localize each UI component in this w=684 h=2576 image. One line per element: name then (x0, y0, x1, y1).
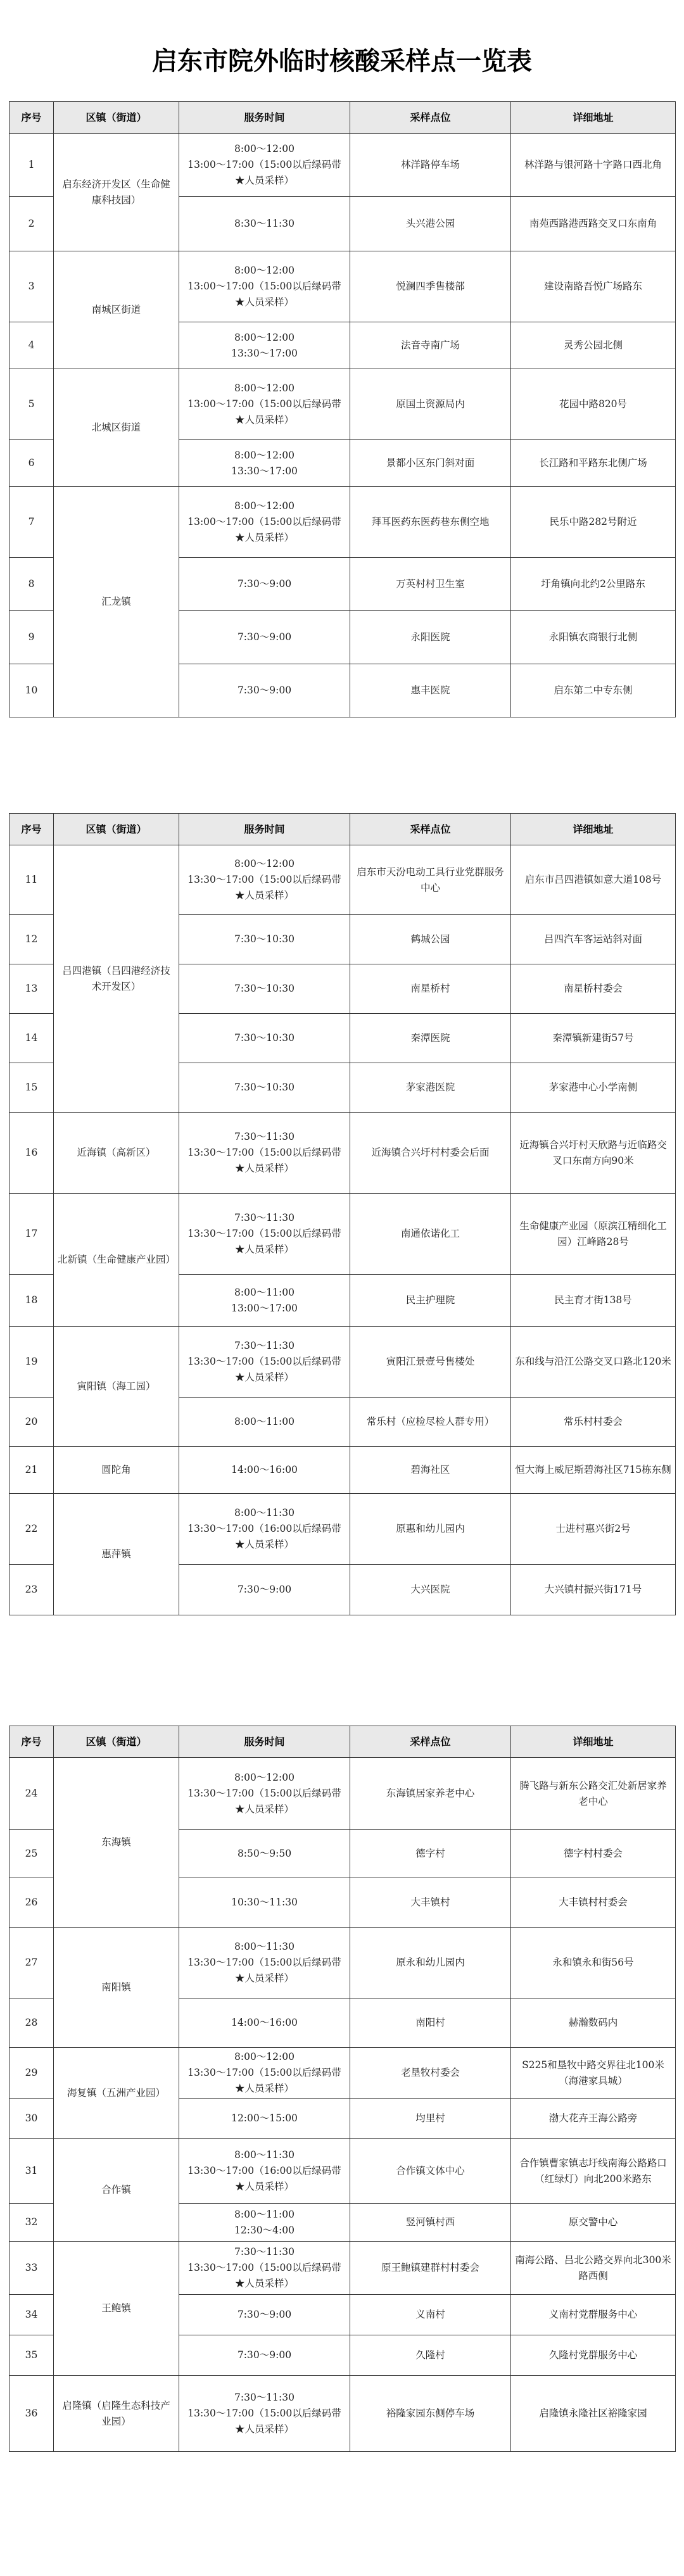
sampling-site-cell: 林洋路停车场 (350, 134, 511, 197)
address-cell: 灵秀公园北侧 (511, 322, 676, 369)
serial-number-cell: 27 (10, 1928, 54, 1998)
district-cell: 王鲍镇 (54, 2242, 179, 2376)
address-cell: 合作镇曹家镇志圩线南海公路路口（红绿灯）向北200米路东 (511, 2139, 676, 2204)
district-cell: 圆陀角 (54, 1447, 179, 1494)
serial-number-cell: 14 (10, 1014, 54, 1063)
serial-number-cell: 11 (10, 845, 54, 915)
serial-number-cell: 32 (10, 2204, 54, 2242)
sampling-site-cell: 原国土资源局内 (350, 369, 511, 440)
serial-number-cell: 34 (10, 2295, 54, 2335)
address-cell: 吕四汽车客运站斜对面 (511, 915, 676, 964)
service-time-cell: 8:00～12:00 13:30～17:00（15:00以后绿码带★人员采样） (179, 845, 350, 915)
address-cell: 秦潭镇新建街57号 (511, 1014, 676, 1063)
table-row (10, 487, 676, 558)
serial-number-cell: 12 (10, 915, 54, 964)
address-cell: 近海镇合兴圩村天欣路与近临路交叉口东南方向90米 (511, 1113, 676, 1194)
sampling-site-cell: 启东市天汾电动工具行业党群服务中心 (350, 845, 511, 915)
address-cell: 士进村惠兴街2号 (511, 1494, 676, 1565)
sampling-site-cell: 久隆村 (350, 2335, 511, 2376)
header-district: 区镇（街道） (54, 1726, 179, 1758)
sampling-site-cell: 万英村村卫生室 (350, 558, 511, 611)
service-time-cell: 7:30～9:00 (179, 2295, 350, 2335)
serial-number-cell: 35 (10, 2335, 54, 2376)
address-cell: 启东市吕四港镇如意大道108号 (511, 845, 676, 915)
service-time-cell: 8:00～12:00 13:30～17:00（15:00以后绿码带★人员采样） (179, 1758, 350, 1830)
service-time-cell: 7:30～11:30 13:30～17:00（15:00以后绿码带★人员采样） (179, 1113, 350, 1194)
district-cell: 北新镇（生命健康产业园） (54, 1194, 179, 1327)
service-time-cell: 7:30～11:30 13:30～17:00（15:00以后绿码带★人员采样） (179, 2242, 350, 2295)
service-time-cell: 14:00～16:00 (179, 1998, 350, 2048)
district-cell: 东海镇 (54, 1758, 179, 1928)
table-row (10, 369, 676, 440)
table-row (10, 1928, 676, 1998)
sampling-site-cell: 大丰镇村 (350, 1878, 511, 1928)
district-cell: 惠萍镇 (54, 1494, 179, 1615)
table-row (10, 1327, 676, 1398)
district-cell: 北城区街道 (54, 369, 179, 487)
sampling-site-cell: 拜耳医药东医药巷东侧空地 (350, 487, 511, 558)
service-time-cell: 8:30～11:30 (179, 197, 350, 251)
address-cell: 长江路和平路东北侧广场 (511, 440, 676, 487)
service-time-cell: 10:30～11:30 (179, 1878, 350, 1928)
district-cell: 海复镇（五洲产业园） (54, 2048, 179, 2139)
table-row (10, 1447, 676, 1494)
serial-number-cell: 21 (10, 1447, 54, 1494)
serial-number-cell: 24 (10, 1758, 54, 1830)
service-time-cell: 8:00～12:00 13:00～17:00（15:00以后绿码带★人员采样） (179, 251, 350, 322)
serial-number-cell: 15 (10, 1063, 54, 1113)
header-serial-number: 序号 (10, 814, 54, 845)
serial-number-cell: 13 (10, 964, 54, 1014)
header-sampling-site: 采样点位 (350, 102, 511, 134)
header-sampling-site: 采样点位 (350, 814, 511, 845)
serial-number-cell: 18 (10, 1275, 54, 1327)
address-cell: 圩角镇向北约2公里路东 (511, 558, 676, 611)
sampling-site-cell: 景都小区东门斜对面 (350, 440, 511, 487)
table-row (10, 845, 676, 915)
district-cell: 近海镇（高新区） (54, 1113, 179, 1194)
sampling-site-cell: 永阳医院 (350, 611, 511, 664)
address-cell: 大丰镇村村委会 (511, 1878, 676, 1928)
address-cell: 常乐村村委会 (511, 1398, 676, 1447)
serial-number-cell: 1 (10, 134, 54, 197)
address-cell: 南星桥村委会 (511, 964, 676, 1014)
service-time-cell: 8:00～12:00 13:30～17:00 (179, 440, 350, 487)
header-address: 详细地址 (511, 814, 676, 845)
service-time-cell: 7:30～11:30 13:30～17:00（15:00以后绿码带★人员采样） (179, 2376, 350, 2452)
service-time-cell: 7:30～9:00 (179, 558, 350, 611)
serial-number-cell: 20 (10, 1398, 54, 1447)
sampling-site-cell: 秦潭医院 (350, 1014, 511, 1063)
district-cell: 启隆镇（启隆生态科技产业园） (54, 2376, 179, 2452)
district-cell: 汇龙镇 (54, 487, 179, 717)
sampling-site-cell: 竖河镇村西 (350, 2204, 511, 2242)
header-district: 区镇（街道） (54, 102, 179, 134)
sampling-site-cell: 碧海社区 (350, 1447, 511, 1494)
address-cell: 南苑西路港西路交叉口东南角 (511, 197, 676, 251)
service-time-cell: 8:00～11:00 (179, 1398, 350, 1447)
header-serial-number: 序号 (10, 102, 54, 134)
header-service-time: 服务时间 (179, 102, 350, 134)
service-time-cell: 7:30～10:30 (179, 915, 350, 964)
sampling-site-cell: 合作镇文体中心 (350, 2139, 511, 2204)
district-cell: 合作镇 (54, 2139, 179, 2242)
sampling-site-cell: 大兴医院 (350, 1565, 511, 1615)
sampling-site-cell: 法音寺南广场 (350, 322, 511, 369)
address-cell: 启东第二中专东侧 (511, 664, 676, 717)
sampling-site-cell: 常乐村（应检尽检人群专用） (350, 1398, 511, 1447)
address-cell: 腾飞路与新东公路交汇处新居家养老中心 (511, 1758, 676, 1830)
sampling-site-cell: 原永和幼儿园内 (350, 1928, 511, 1998)
table-header-row (10, 102, 676, 134)
serial-number-cell: 6 (10, 440, 54, 487)
table-row (10, 1494, 676, 1565)
address-cell: 茅家港中心小学南侧 (511, 1063, 676, 1113)
serial-number-cell: 29 (10, 2048, 54, 2099)
header-service-time: 服务时间 (179, 1726, 350, 1758)
serial-number-cell: 16 (10, 1113, 54, 1194)
sampling-table-part-2 (9, 813, 676, 1615)
address-cell: 生命健康产业园（原滨江精细化工园）江峰路28号 (511, 1194, 676, 1275)
serial-number-cell: 4 (10, 322, 54, 369)
sampling-site-cell: 德字村 (350, 1830, 511, 1878)
address-cell: 义南村党群服务中心 (511, 2295, 676, 2335)
district-cell: 南阳镇 (54, 1928, 179, 2048)
service-time-cell: 7:30～10:30 (179, 1063, 350, 1113)
serial-number-cell: 2 (10, 197, 54, 251)
service-time-cell: 8:00～11:30 13:30～17:00（15:00以后绿码带★人员采样） (179, 1928, 350, 1998)
sampling-site-cell: 义南村 (350, 2295, 511, 2335)
address-cell: 南海公路、吕北公路交界向北300米路西侧 (511, 2242, 676, 2295)
serial-number-cell: 30 (10, 2099, 54, 2139)
service-time-cell: 8:50～9:50 (179, 1830, 350, 1878)
serial-number-cell: 17 (10, 1194, 54, 1275)
address-cell: 德字村村委会 (511, 1830, 676, 1878)
district-cell: 启东经济开发区（生命健康科技园） (54, 134, 179, 251)
header-serial-number: 序号 (10, 1726, 54, 1758)
serial-number-cell: 33 (10, 2242, 54, 2295)
service-time-cell: 7:30～11:30 13:30～17:00（15:00以后绿码带★人员采样） (179, 1327, 350, 1398)
service-time-cell: 7:30～9:00 (179, 664, 350, 717)
table-row (10, 2048, 676, 2099)
service-time-cell: 7:30～11:30 13:30～17:00（15:00以后绿码带★人员采样） (179, 1194, 350, 1275)
sampling-site-cell: 原惠和幼儿园内 (350, 1494, 511, 1565)
table-header-row (10, 814, 676, 845)
table-header-row (10, 1726, 676, 1758)
address-cell: 大兴镇村振兴街171号 (511, 1565, 676, 1615)
serial-number-cell: 5 (10, 369, 54, 440)
serial-number-cell: 31 (10, 2139, 54, 2204)
address-cell: 赫瀚数码内 (511, 1998, 676, 2048)
service-time-cell: 7:30～10:30 (179, 1014, 350, 1063)
address-cell: 永阳镇农商银行北侧 (511, 611, 676, 664)
sampling-table-part-3 (9, 1726, 676, 2452)
sampling-site-cell: 裕隆家园东侧停车场 (350, 2376, 511, 2452)
sampling-site-cell: 均里村 (350, 2099, 511, 2139)
header-district: 区镇（街道） (54, 814, 179, 845)
serial-number-cell: 28 (10, 1998, 54, 2048)
address-cell: 东和线与沿江公路交叉口路北120米 (511, 1327, 676, 1398)
address-cell: 恒大海上威尼斯碧海社区715栋东侧 (511, 1447, 676, 1494)
serial-number-cell: 9 (10, 611, 54, 664)
table-row (10, 134, 676, 197)
service-time-cell: 8:00～12:00 13:00～17:00（15:00以后绿码带★人员采样） (179, 369, 350, 440)
serial-number-cell: 3 (10, 251, 54, 322)
service-time-cell: 8:00～11:00 13:00～17:00 (179, 1275, 350, 1327)
service-time-cell: 12:00～15:00 (179, 2099, 350, 2139)
header-address: 详细地址 (511, 102, 676, 134)
sampling-site-cell: 悦澜四季售楼部 (350, 251, 511, 322)
sampling-site-cell: 南星桥村 (350, 964, 511, 1014)
serial-number-cell: 26 (10, 1878, 54, 1928)
service-time-cell: 8:00～11:00 12:30～4:00 (179, 2204, 350, 2242)
serial-number-cell: 8 (10, 558, 54, 611)
sampling-site-cell: 茅家港医院 (350, 1063, 511, 1113)
header-service-time: 服务时间 (179, 814, 350, 845)
serial-number-cell: 25 (10, 1830, 54, 1878)
service-time-cell: 8:00～12:00 13:00～17:00（15:00以后绿码带★人员采样） (179, 487, 350, 558)
serial-number-cell: 23 (10, 1565, 54, 1615)
table-row (10, 2376, 676, 2452)
sampling-site-cell: 近海镇合兴圩村村委会后面 (350, 1113, 511, 1194)
page-title: 启东市院外临时核酸采样点一览表 (152, 47, 532, 76)
header-address: 详细地址 (511, 1726, 676, 1758)
address-cell: 民乐中路282号附近 (511, 487, 676, 558)
service-time-cell: 8:00～12:00 13:00～17:00（15:00以后绿码带★人员采样） (179, 134, 350, 197)
serial-number-cell: 19 (10, 1327, 54, 1398)
sampling-site-cell: 南通依诺化工 (350, 1194, 511, 1275)
sampling-site-cell: 老垦牧村委会 (350, 2048, 511, 2099)
table-row (10, 251, 676, 322)
service-time-cell: 14:00～16:00 (179, 1447, 350, 1494)
district-cell: 寅阳镇（海工园） (54, 1327, 179, 1447)
serial-number-cell: 22 (10, 1494, 54, 1565)
header-sampling-site: 采样点位 (350, 1726, 511, 1758)
service-time-cell: 8:00～12:00 13:30～17:00 (179, 322, 350, 369)
sampling-site-cell: 原王鲍镇建群村村委会 (350, 2242, 511, 2295)
district-cell: 吕四港镇（吕四港经济技术开发区） (54, 845, 179, 1113)
sampling-table-part-1 (9, 101, 676, 717)
district-cell: 南城区街道 (54, 251, 179, 369)
sampling-site-cell: 惠丰医院 (350, 664, 511, 717)
sampling-site-cell: 东海镇居家养老中心 (350, 1758, 511, 1830)
table-row (10, 1758, 676, 1830)
sampling-site-cell: 鹤城公园 (350, 915, 511, 964)
address-cell: 渤大花卉王海公路旁 (511, 2099, 676, 2139)
address-cell: 久隆村党群服务中心 (511, 2335, 676, 2376)
address-cell: 林洋路与银河路十字路口西北角 (511, 134, 676, 197)
serial-number-cell: 10 (10, 664, 54, 717)
service-time-cell: 7:30～9:00 (179, 611, 350, 664)
sampling-site-cell: 南阳村 (350, 1998, 511, 2048)
sampling-site-cell: 民主护理院 (350, 1275, 511, 1327)
service-time-cell: 8:00～12:00 13:30～17:00（15:00以后绿码带★人员采样） (179, 2048, 350, 2099)
sampling-site-cell: 寅阳江景壹号售楼处 (350, 1327, 511, 1398)
serial-number-cell: 7 (10, 487, 54, 558)
address-cell: 花园中路820号 (511, 369, 676, 440)
table-row (10, 2139, 676, 2204)
table-row (10, 1194, 676, 1275)
address-cell: 永和镇永和街56号 (511, 1928, 676, 1998)
address-cell: S225和垦牧中路交界往北100米（海港家具城） (511, 2048, 676, 2099)
service-time-cell: 8:00～11:30 13:30～17:00（16:00以后绿码带★人员采样） (179, 2139, 350, 2204)
address-cell: 原交警中心 (511, 2204, 676, 2242)
sampling-site-cell: 头兴港公园 (350, 197, 511, 251)
service-time-cell: 7:30～10:30 (179, 964, 350, 1014)
table-row (10, 2242, 676, 2295)
serial-number-cell: 36 (10, 2376, 54, 2452)
table-row (10, 1113, 676, 1194)
service-time-cell: 7:30～9:00 (179, 1565, 350, 1615)
service-time-cell: 8:00～11:30 13:30～17:00（16:00以后绿码带★人员采样） (179, 1494, 350, 1565)
address-cell: 启隆镇永隆社区裕隆家园 (511, 2376, 676, 2452)
address-cell: 民主育才街138号 (511, 1275, 676, 1327)
address-cell: 建设南路吾悦广场路东 (511, 251, 676, 322)
service-time-cell: 7:30～9:00 (179, 2335, 350, 2376)
